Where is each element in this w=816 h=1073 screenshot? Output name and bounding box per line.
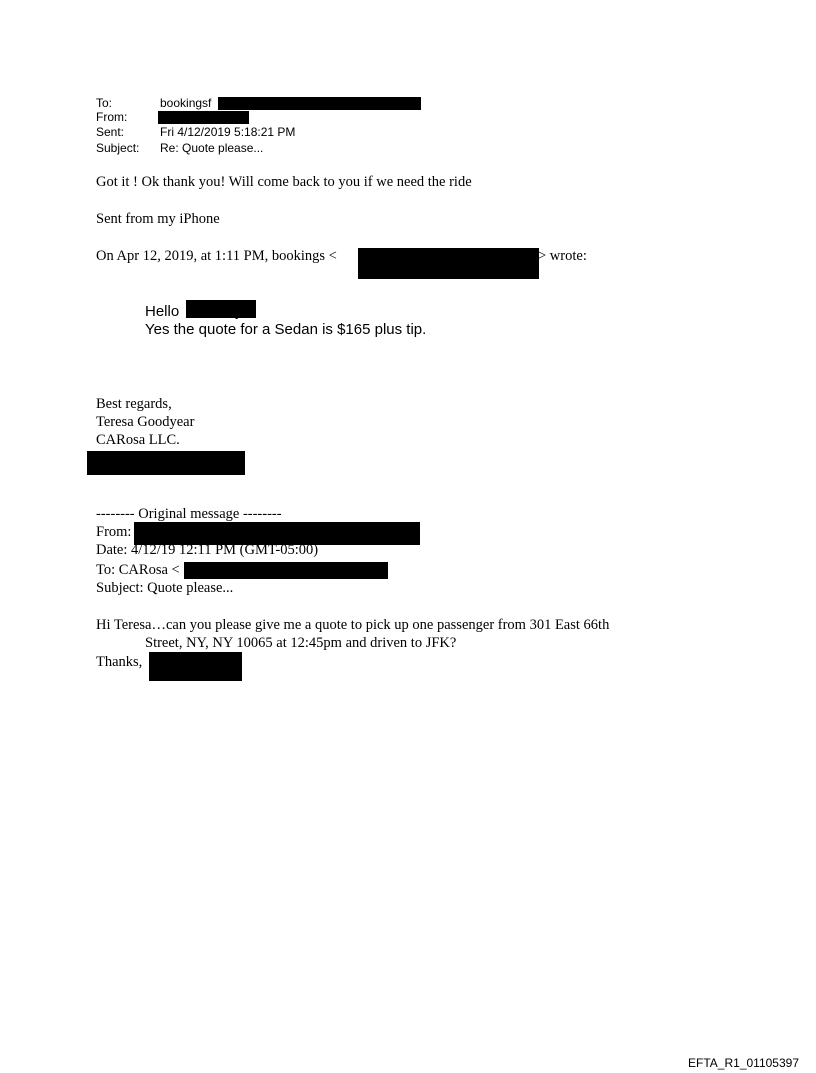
from-label: From: xyxy=(96,110,128,124)
quoted-quote-line: Yes the quote for a Sedan is $165 plus tip. xyxy=(145,321,427,338)
redaction-bar xyxy=(186,300,256,318)
to-label: To: xyxy=(96,96,113,110)
sent-value: Fri 4/12/2019 5:18:21 PM xyxy=(160,125,296,139)
quoted-greeting: Hello xyxy=(145,303,180,320)
original-date: Date: 4/12/19 12:11 PM (GMT-05:00) xyxy=(96,542,319,558)
to-value: bookingsf xyxy=(160,96,212,110)
quoted-name: Teresa Goodyear xyxy=(96,414,195,430)
redaction-bar xyxy=(149,652,242,681)
redaction-bar xyxy=(158,111,249,124)
quote-intro-pre: On Apr 12, 2019, at 1:11 PM, bookings < xyxy=(96,248,337,264)
subject-label: Subject: xyxy=(96,141,140,155)
original-subject: Subject: Quote please... xyxy=(96,580,234,596)
original-from-label: From: xyxy=(96,524,132,540)
original-body-line2: Street, NY, NY 10065 at 12:45pm and driven to JFK? xyxy=(145,635,457,651)
reply-signature: Sent from my iPhone xyxy=(96,211,220,227)
redaction-bar xyxy=(358,248,539,279)
quoted-company: CARosa LLC. xyxy=(96,432,180,448)
quote-intro-post: > wrote: xyxy=(538,248,587,264)
subject-value: Re: Quote please... xyxy=(160,141,264,155)
original-to-label: To: CARosa < xyxy=(96,562,180,578)
document-id: EFTA_R1_01105397 xyxy=(688,1056,799,1070)
sent-label: Sent: xyxy=(96,125,125,139)
original-body-line1: Hi Teresa…can you please give me a quote to pick up one passenger from 301 East 66th xyxy=(96,617,610,633)
original-thanks: Thanks, xyxy=(96,654,143,670)
reply-line: Got it ! Ok thank you! Will come back to you if we need the ride xyxy=(96,174,472,190)
original-separator: -------- Original message -------- xyxy=(96,506,282,522)
quoted-regards: Best regards, xyxy=(96,396,172,412)
quote-intro xyxy=(96,248,337,265)
redaction-bar xyxy=(218,97,421,110)
redaction-bar xyxy=(184,562,388,579)
redaction-bar xyxy=(87,451,245,475)
